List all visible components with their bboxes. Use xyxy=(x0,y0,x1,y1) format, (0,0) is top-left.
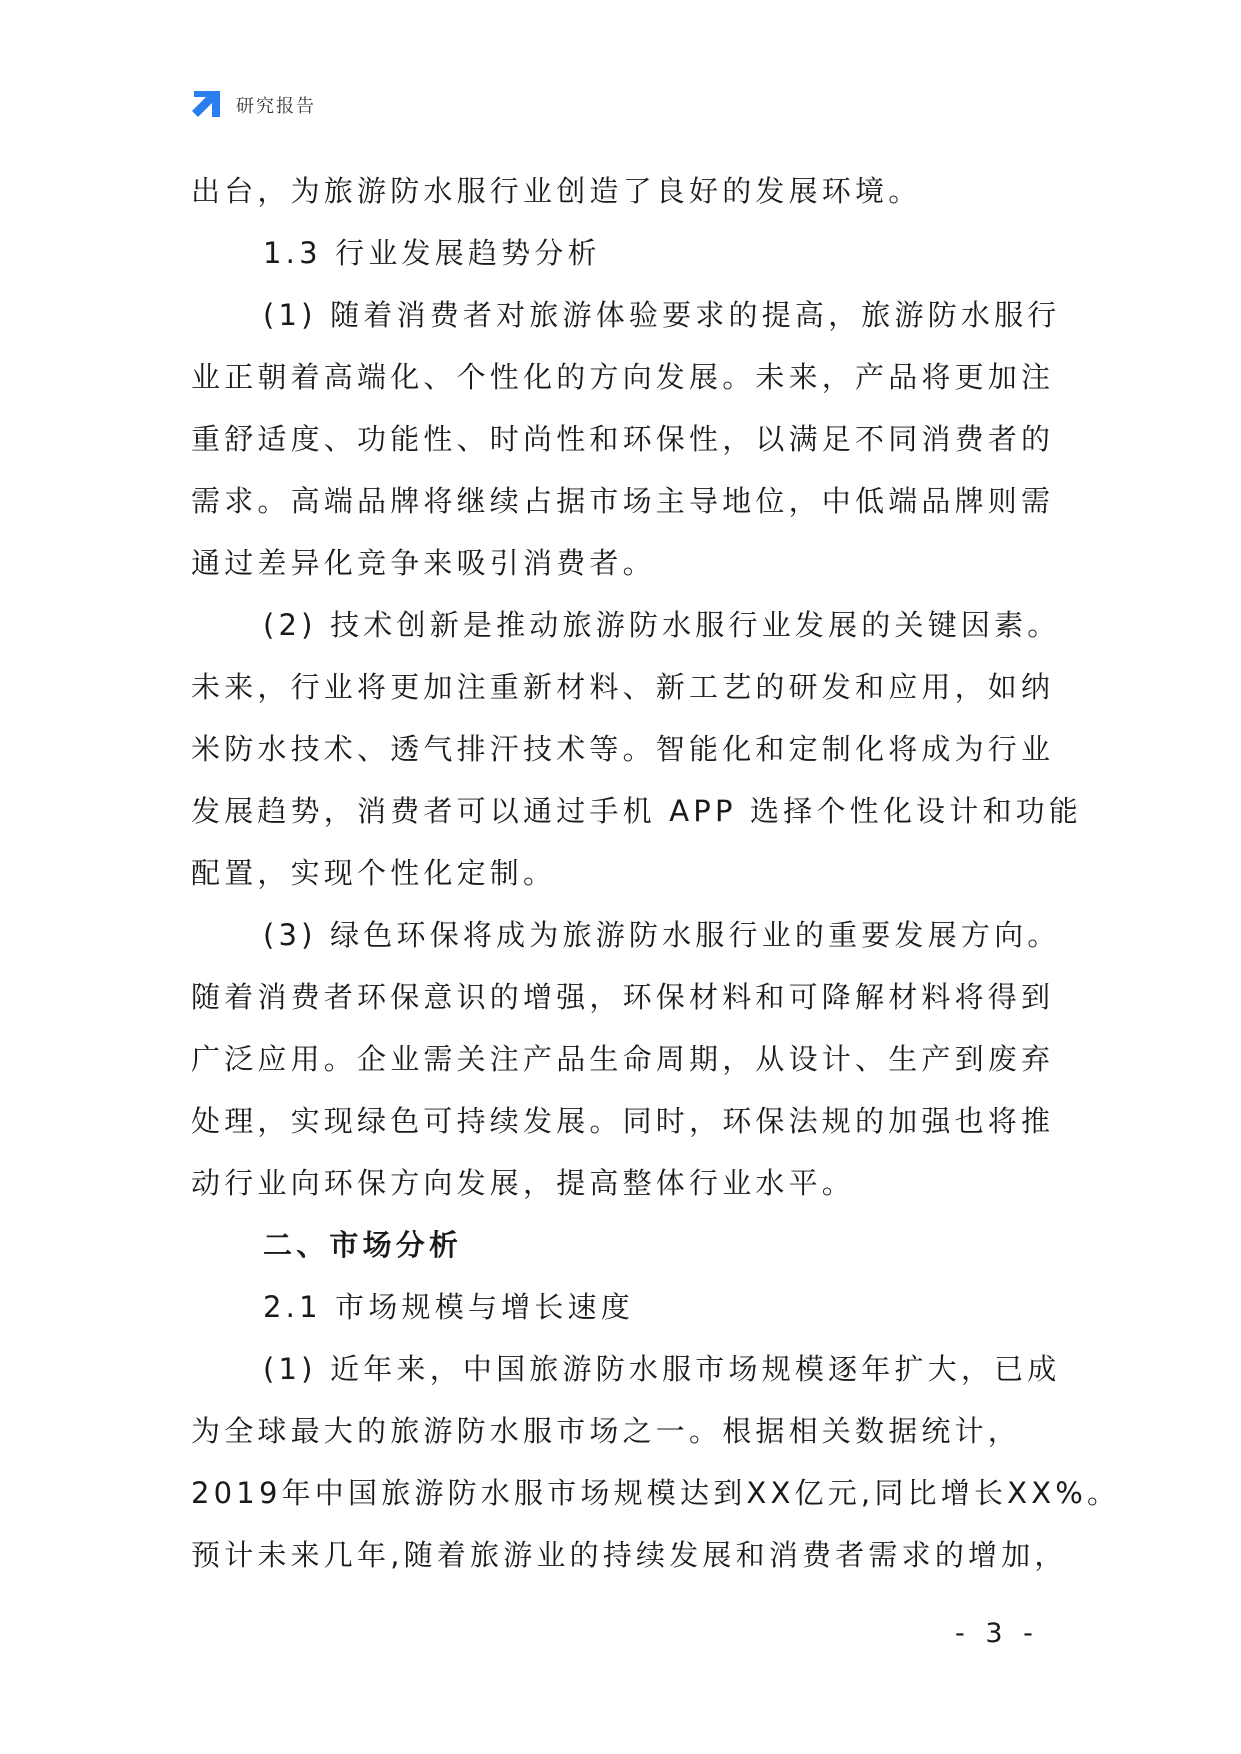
paragraph-line: (3) 绿色环保将成为旅游防水服行业的重要发展方向。 xyxy=(263,918,1061,952)
paragraph-line: 出台，为旅游防水服行业创造了良好的发展环境。 xyxy=(191,174,922,208)
section-heading-2-1: 2.1 市场规模与增长速度 xyxy=(263,1290,634,1324)
paragraph-line: 米防水技术、透气排汗技术等。智能化和定制化将成为行业 xyxy=(191,732,1055,766)
paragraph-line: 配置，实现个性化定制。 xyxy=(191,856,557,890)
paragraph-line: 通过差异化竞争来吸引消费者。 xyxy=(191,546,656,580)
paragraph-line: 动行业向环保方向发展，提高整体行业水平。 xyxy=(191,1166,856,1200)
paragraph-line: 未来，行业将更加注重新材料、新工艺的研发和应用，如纳 xyxy=(191,670,1055,704)
paragraph-line: 需求。高端品牌将继续占据市场主导地位，中低端品牌则需 xyxy=(191,484,1055,518)
paragraph-line: 2019年中国旅游防水服市场规模达到XX亿元,同比增长XX%。 xyxy=(191,1476,1121,1510)
document-body xyxy=(191,160,1121,1586)
arrow-logo-icon xyxy=(190,89,222,121)
paragraph-line: 广泛应用。企业需关注产品生命周期，从设计、生产到废弃 xyxy=(191,1042,1055,1076)
section-heading-1-3: 1.3 行业发展趋势分析 xyxy=(263,236,601,270)
paragraph-line: 业正朝着高端化、个性化的方向发展。未来，产品将更加注 xyxy=(191,360,1055,394)
page-number: - 3 - xyxy=(955,1618,1039,1649)
chapter-heading-market-analysis: 二、市场分析 xyxy=(263,1228,463,1262)
page-header xyxy=(190,88,316,122)
paragraph-line: 发展趋势，消费者可以通过手机 APP 选择个性化设计和功能 xyxy=(191,794,1083,828)
paragraph-line: 为全球最大的旅游防水服市场之一。根据相关数据统计， xyxy=(191,1414,1022,1448)
paragraph-line: 预计未来几年,随着旅游业的持续发展和消费者需求的增加， xyxy=(191,1538,1068,1572)
paragraph-line: 处理，实现绿色可持续发展。同时，环保法规的加强也将推 xyxy=(191,1104,1055,1138)
paragraph-line: 随着消费者环保意识的增强，环保材料和可降解材料将得到 xyxy=(191,980,1055,1014)
header-title: 研究报告 xyxy=(236,96,316,117)
paragraph-line: (2) 技术创新是推动旅游防水服行业发展的关键因素。 xyxy=(263,608,1061,642)
paragraph-line: 重舒适度、功能性、时尚性和环保性，以满足不同消费者的 xyxy=(191,422,1055,456)
paragraph-line: (1) 随着消费者对旅游体验要求的提高，旅游防水服行 xyxy=(263,298,1061,332)
paragraph-line: (1) 近年来，中国旅游防水服市场规模逐年扩大，已成 xyxy=(263,1352,1061,1386)
